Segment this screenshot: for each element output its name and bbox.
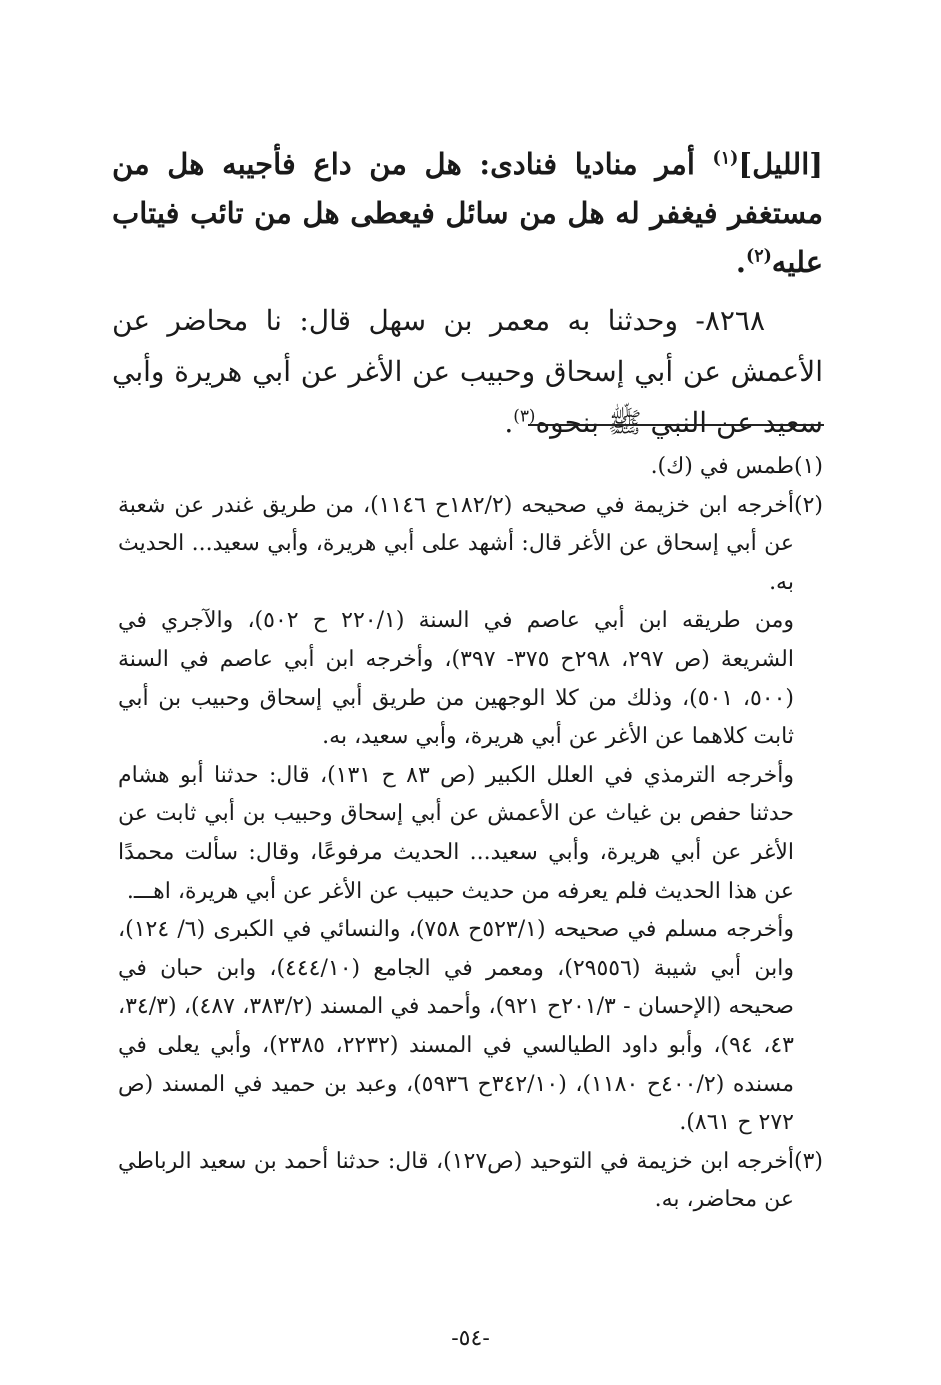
footnote-number: (١) — [793, 454, 823, 479]
footnote-body — [118, 487, 794, 1143]
footnote-paragraph: أخرجه ابن خزيمة في التوحيد (ص١٢٧)، قال: حدثنا أحمد بن سعيد الرباطي عن محاضر، به. — [118, 1148, 794, 1213]
footnote-paragraph: طمس في (ك). — [650, 454, 794, 479]
footnote-ref-3[interactable]: (٣) — [513, 405, 536, 426]
footnote-3 — [118, 1143, 823, 1220]
footnote-1 — [118, 448, 823, 487]
footnote-2 — [118, 487, 823, 1143]
page-number: -٥٤- — [451, 1326, 490, 1351]
hadith-continuation-paragraph — [112, 140, 823, 287]
footnote-ref-1[interactable]: (١) — [712, 148, 739, 169]
footnote-number: (٢) — [793, 492, 823, 518]
footnote-separator — [528, 424, 824, 426]
footnote-paragraph: ومن طريقه ابن أبي عاصم في السنة (٢٢٠/١ ح ٥٠٢)، والآجري في الشريعة (ص ٢٩٧، ٢٩٨ح ٣٧٥- ٣٩٧)، وأخرجه ابن أبي عاصم في السنة (٥٠٠، ٥٠١)، وذلك من كلا الوجهين من طريق أبي إسحاق وحبيب بن أبي ثابت كلاهما عن الأغر عن أبي هريرة، وأبي سعيد، به. — [118, 608, 794, 750]
footnote-paragraph: وأخرجه الترمذي في العلل الكبير (ص ٨٣ ح ١٣١)، قال: حدثنا أبو هشام حدثنا حفص بن غياث عن الأعمش عن أبي إسحاق وحبيب بن أبي ثابت عن الأغر عن أبي هريرة، وأبي سعيد... الحديث مرفوعًا، وقال: سألت محمدًا عن هذا الحديث فلم يعرفه من حديث حبيب عن الأغر عن أبي هريرة، اهـــ. — [118, 762, 794, 904]
footnotes — [118, 448, 823, 1220]
paragraph-text: أمر مناديا فنادى: هل من داع فأجيبه هل من مستغفر فيغفر له هل من سائل فيعطى هل من تائب فيتاب عليه — [112, 147, 823, 279]
hadith-end: . — [504, 406, 514, 439]
footnote-number: (٣) — [793, 1148, 823, 1174]
paragraph-end: . — [735, 245, 746, 279]
hadith-text: ٨٢٦٨- وحدثنا به معمر بن سهل قال: نا محاضر عن الأعمش عن أبي إسحاق وحبيب عن الأغر عن أبي هريرة وأبي سعيد عن النبي ﷺ بنحوه — [112, 304, 823, 439]
main-text — [112, 140, 823, 448]
footnote-body — [118, 448, 794, 487]
footnote-body — [118, 1143, 794, 1220]
footnote-paragraph: وأخرجه مسلم في صحيحه (٥٢٣/١ح ٧٥٨)، والنسائي في الكبرى (٦/ ١٢٤)، وابن أبي شيبة (٢٩٥٥٦)، ومعمر في الجامع (٤٤٤/١٠)، وابن حبان في صحيحه (الإحسان - ٢٠١/٣ح ٩٢١)، وأحمد في المسند (٣٨٣/٢، ٤٨٧)، (٣٤/٣، ٤٣، ٩٤)، وأبو داود الطيالسي في المسند (٢٢٣٢، ٢٣٨٥)، وأبي يعلى في مسنده (٤٠٠/٢ح ١١٨٠)، (٣٤٢/١٠ح ٥٩٣٦)، وعبد بن حميد في المسند (ص ٢٧٢ ح ٨٦١). — [118, 917, 794, 1136]
bracketed-word: [الليل] — [738, 147, 823, 181]
footnote-ref-2[interactable]: (٢) — [745, 246, 772, 267]
footnote-paragraph: أخرجه ابن خزيمة في صحيحه (١٨٢/٢ح ١١٤٦)، من طريق غندر عن شعبة عن أبي إسحاق عن الأغر قال: أشهد على أبي هريرة، وأبي سعيد... الحديث به. — [118, 492, 794, 595]
